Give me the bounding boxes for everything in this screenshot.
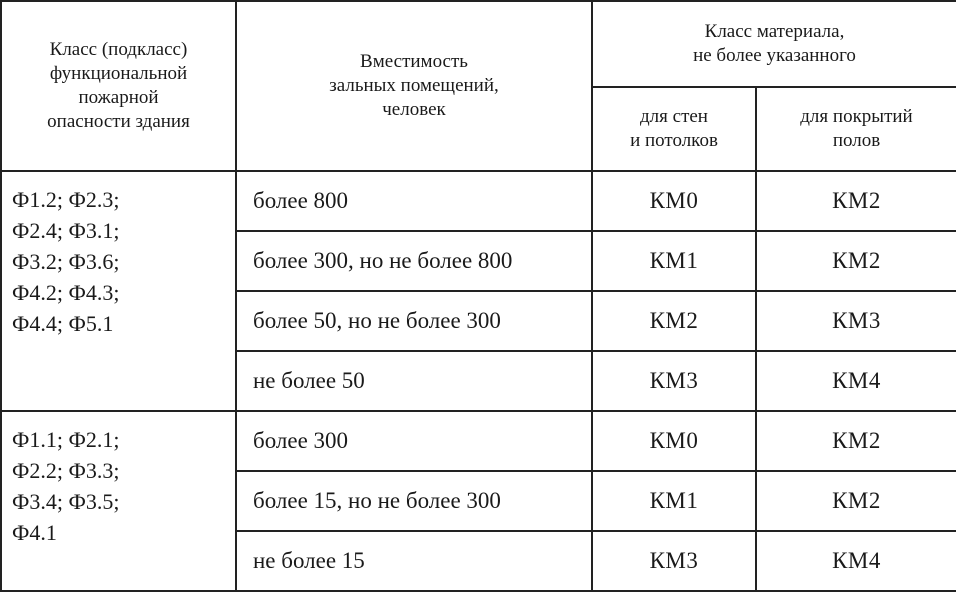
header-capacity-line: человек xyxy=(382,99,446,120)
class-line: Ф2.2; Ф3.3; xyxy=(12,458,120,483)
floors-class-cell: КМ2 xyxy=(756,411,956,471)
floors-class-cell: КМ3 xyxy=(756,291,956,351)
header-material xyxy=(592,1,956,87)
header-floors-line: для покрытий xyxy=(800,106,913,127)
header-walls-line: и потолков xyxy=(630,130,718,151)
walls-class-cell: КМ3 xyxy=(592,531,756,591)
class-line: Ф4.1 xyxy=(12,520,57,545)
header-material-line: Класс материала, xyxy=(704,21,845,42)
header-class-line: Класс (подкласс) xyxy=(49,39,188,60)
capacity-cell: более 300 xyxy=(236,411,592,471)
header-class xyxy=(1,1,236,171)
class-line: Ф3.4; Ф3.5; xyxy=(12,489,120,514)
floors-class-cell: КМ4 xyxy=(756,531,956,591)
capacity-cell: более 50, но не более 300 xyxy=(236,291,592,351)
header-floors xyxy=(756,87,956,171)
header-walls xyxy=(592,87,756,171)
class-group-2 xyxy=(1,411,236,591)
header-material-line: не более указанного xyxy=(693,45,856,66)
header-class-line: функциональной xyxy=(49,63,188,84)
header-capacity-line: Вместимость xyxy=(360,51,468,72)
header-class-line: пожарной xyxy=(78,87,159,108)
walls-class-cell: КМ3 xyxy=(592,351,756,411)
capacity-cell: более 800 xyxy=(236,171,592,231)
class-line: Ф1.1; Ф2.1; xyxy=(12,427,120,452)
class-line: Ф4.2; Ф4.3; xyxy=(12,280,120,305)
table-row xyxy=(1,171,956,231)
walls-class-cell: КМ1 xyxy=(592,231,756,291)
table-row xyxy=(1,411,956,471)
capacity-cell: не более 15 xyxy=(236,531,592,591)
header-capacity xyxy=(236,1,592,171)
floors-class-cell: КМ2 xyxy=(756,171,956,231)
header-floors-line: полов xyxy=(832,130,881,151)
floors-class-cell: КМ2 xyxy=(756,471,956,531)
capacity-cell: более 300, но не более 800 xyxy=(236,231,592,291)
capacity-cell: более 15, но не более 300 xyxy=(236,471,592,531)
class-line: Ф1.2; Ф2.3; xyxy=(12,187,120,212)
header-walls-line: для стен xyxy=(640,106,708,127)
class-line: Ф2.4; Ф3.1; xyxy=(12,218,120,243)
walls-class-cell: КМ2 xyxy=(592,291,756,351)
floors-class-cell: КМ4 xyxy=(756,351,956,411)
floors-class-cell: КМ2 xyxy=(756,231,956,291)
walls-class-cell: КМ0 xyxy=(592,411,756,471)
class-group-1 xyxy=(1,171,236,411)
header-class-line: опасности здания xyxy=(47,111,190,132)
walls-class-cell: КМ1 xyxy=(592,471,756,531)
capacity-cell: не более 50 xyxy=(236,351,592,411)
class-line: Ф4.4; Ф5.1 xyxy=(12,311,114,336)
walls-class-cell: КМ0 xyxy=(592,171,756,231)
header-capacity-line: зальных помещений, xyxy=(329,75,499,96)
class-line: Ф3.2; Ф3.6; xyxy=(12,249,120,274)
